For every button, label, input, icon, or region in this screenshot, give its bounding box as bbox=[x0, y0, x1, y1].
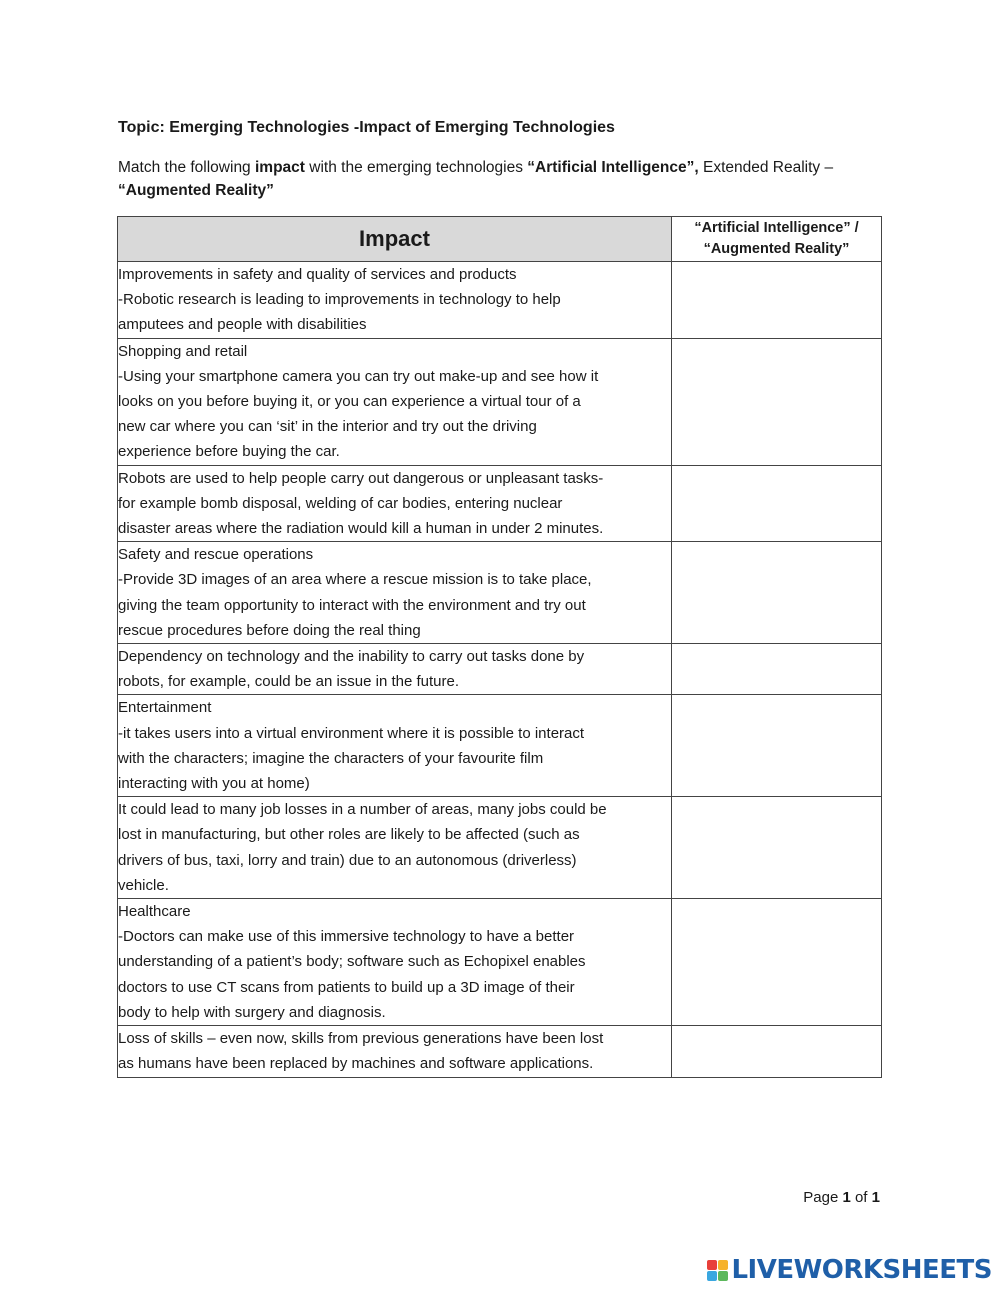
header-technology bbox=[672, 217, 882, 262]
impact-cell bbox=[118, 644, 672, 695]
table-row bbox=[118, 797, 882, 899]
impact-cell bbox=[118, 695, 672, 797]
page-title: Topic: Emerging Technologies -Impact of Emerging Technologies bbox=[118, 119, 615, 136]
logo-tile bbox=[707, 1260, 717, 1270]
impact-text-line: Loss of skills – even now, skills from previous generations have been lost bbox=[118, 1030, 604, 1048]
impact-text-line: with the characters; imagine the characters of your favourite film bbox=[118, 749, 544, 767]
table-row bbox=[118, 695, 882, 797]
instructions-bold-ai: “Artificial Intelligence”, bbox=[527, 159, 699, 176]
brand-watermark bbox=[707, 1255, 992, 1285]
impact-text-line: -Provide 3D images of an area where a rescue mission is to take place, bbox=[118, 571, 592, 589]
answer-cell[interactable] bbox=[672, 695, 882, 797]
impact-text-line: body to help with surgery and diagnosis. bbox=[118, 1003, 386, 1021]
page-number bbox=[803, 1189, 880, 1206]
impact-cell bbox=[118, 899, 672, 1026]
impact-text-line: vehicle. bbox=[118, 876, 169, 894]
answer-cell[interactable] bbox=[672, 899, 882, 1026]
impact-cell bbox=[118, 1026, 672, 1077]
impact-text-line: robots, for example, could be an issue in the future. bbox=[118, 673, 460, 691]
table-row bbox=[118, 542, 882, 644]
impact-cell bbox=[118, 542, 672, 644]
answer-cell[interactable] bbox=[672, 797, 882, 899]
header-impact: Impact bbox=[118, 217, 672, 262]
impact-cell bbox=[118, 262, 672, 339]
impact-text-line: doctors to use CT scans from patients to build up a 3D image of their bbox=[118, 978, 575, 996]
table-row bbox=[118, 465, 882, 542]
impact-text-line: as humans have been replaced by machines and software applications. bbox=[118, 1055, 594, 1073]
table-header-row bbox=[118, 217, 882, 262]
page-current: 1 bbox=[842, 1189, 851, 1206]
impact-text-line: new car where you can ‘sit’ in the interior and try out the driving bbox=[118, 418, 537, 436]
instructions-bold-impact: impact bbox=[255, 159, 305, 176]
impact-text-line: rescue procedures before doing the real thing bbox=[118, 621, 421, 639]
logo-tile bbox=[718, 1271, 728, 1281]
page-of: of bbox=[850, 1189, 872, 1206]
table-row bbox=[118, 644, 882, 695]
impact-text-line: drivers of bus, taxi, lorry and train) due to an autonomous (driverless) bbox=[118, 851, 577, 869]
impact-text-line: Healthcare bbox=[118, 903, 191, 921]
answer-cell[interactable] bbox=[672, 644, 882, 695]
instructions-text-1: Match the following bbox=[118, 159, 255, 176]
logo-tile bbox=[707, 1271, 717, 1281]
table-body bbox=[118, 262, 882, 1078]
instructions-bold-ar: “Augmented Reality” bbox=[118, 182, 274, 199]
impact-text-line: Safety and rescue operations bbox=[118, 546, 314, 564]
impact-cell bbox=[118, 465, 672, 542]
answer-cell[interactable] bbox=[672, 542, 882, 644]
impact-text-line: understanding of a patient’s body; software such as Echopixel enables bbox=[118, 953, 586, 971]
matching-table bbox=[117, 216, 882, 1078]
impact-text-line: Improvements in safety and quality of services and products bbox=[118, 266, 517, 283]
impact-text-line: amputees and people with disabilities bbox=[118, 316, 367, 334]
impact-text-line: -it takes users into a virtual environment where it is possible to interact bbox=[118, 724, 585, 742]
header-technology-line1: “Artificial Intelligence” / bbox=[694, 220, 859, 236]
liveworksheets-logo-icon bbox=[707, 1260, 728, 1281]
header-technology-line2: “Augmented Reality” bbox=[703, 241, 850, 257]
page-total: 1 bbox=[871, 1189, 880, 1206]
impact-text-line: looks on you before buying it, or you can experience a virtual tour of a bbox=[118, 393, 581, 411]
impact-text-line: disaster areas where the radiation would kill a human in under 2 minutes. bbox=[118, 520, 604, 538]
impact-text-line: for example bomb disposal, welding of car bodies, entering nuclear bbox=[118, 494, 563, 512]
instructions-text-2: with the emerging technologies bbox=[304, 159, 528, 176]
table-row bbox=[118, 338, 882, 465]
impact-text-line: Robots are used to help people carry out dangerous or unpleasant tasks- bbox=[118, 469, 604, 487]
impact-text-line: It could lead to many job losses in a number of areas, many jobs could be bbox=[118, 801, 607, 819]
impact-text-line: experience before buying the car. bbox=[118, 443, 340, 461]
impact-text-line: Dependency on technology and the inability to carry out tasks done by bbox=[118, 648, 585, 666]
instructions bbox=[118, 156, 883, 202]
logo-tile bbox=[718, 1260, 728, 1270]
answer-cell[interactable] bbox=[672, 338, 882, 465]
table-row bbox=[118, 899, 882, 1026]
answer-cell[interactable] bbox=[672, 1026, 882, 1077]
impact-text-line: lost in manufacturing, but other roles are likely to be affected (such as bbox=[118, 826, 580, 844]
impact-text-line: Entertainment bbox=[118, 699, 212, 717]
instructions-text-3: Extended Reality – bbox=[698, 159, 834, 176]
page-label: Page bbox=[803, 1189, 843, 1206]
impact-text-line: interacting with you at home) bbox=[118, 775, 310, 793]
answer-cell[interactable] bbox=[672, 262, 882, 339]
impact-text-line: -Using your smartphone camera you can try out make-up and see how it bbox=[118, 367, 599, 385]
table-row bbox=[118, 262, 882, 339]
table-row bbox=[118, 1026, 882, 1077]
impact-text-line: -Robotic research is leading to improvements in technology to help bbox=[118, 291, 561, 309]
answer-cell[interactable] bbox=[672, 465, 882, 542]
impact-text-line: giving the team opportunity to interact with the environment and try out bbox=[118, 596, 586, 614]
brand-name: LIVEWORKSHEETS bbox=[731, 1255, 992, 1285]
impact-text-line: -Doctors can make use of this immersive technology to have a better bbox=[118, 928, 575, 946]
impact-cell bbox=[118, 338, 672, 465]
impact-cell bbox=[118, 797, 672, 899]
impact-text-line: Shopping and retail bbox=[118, 342, 248, 360]
